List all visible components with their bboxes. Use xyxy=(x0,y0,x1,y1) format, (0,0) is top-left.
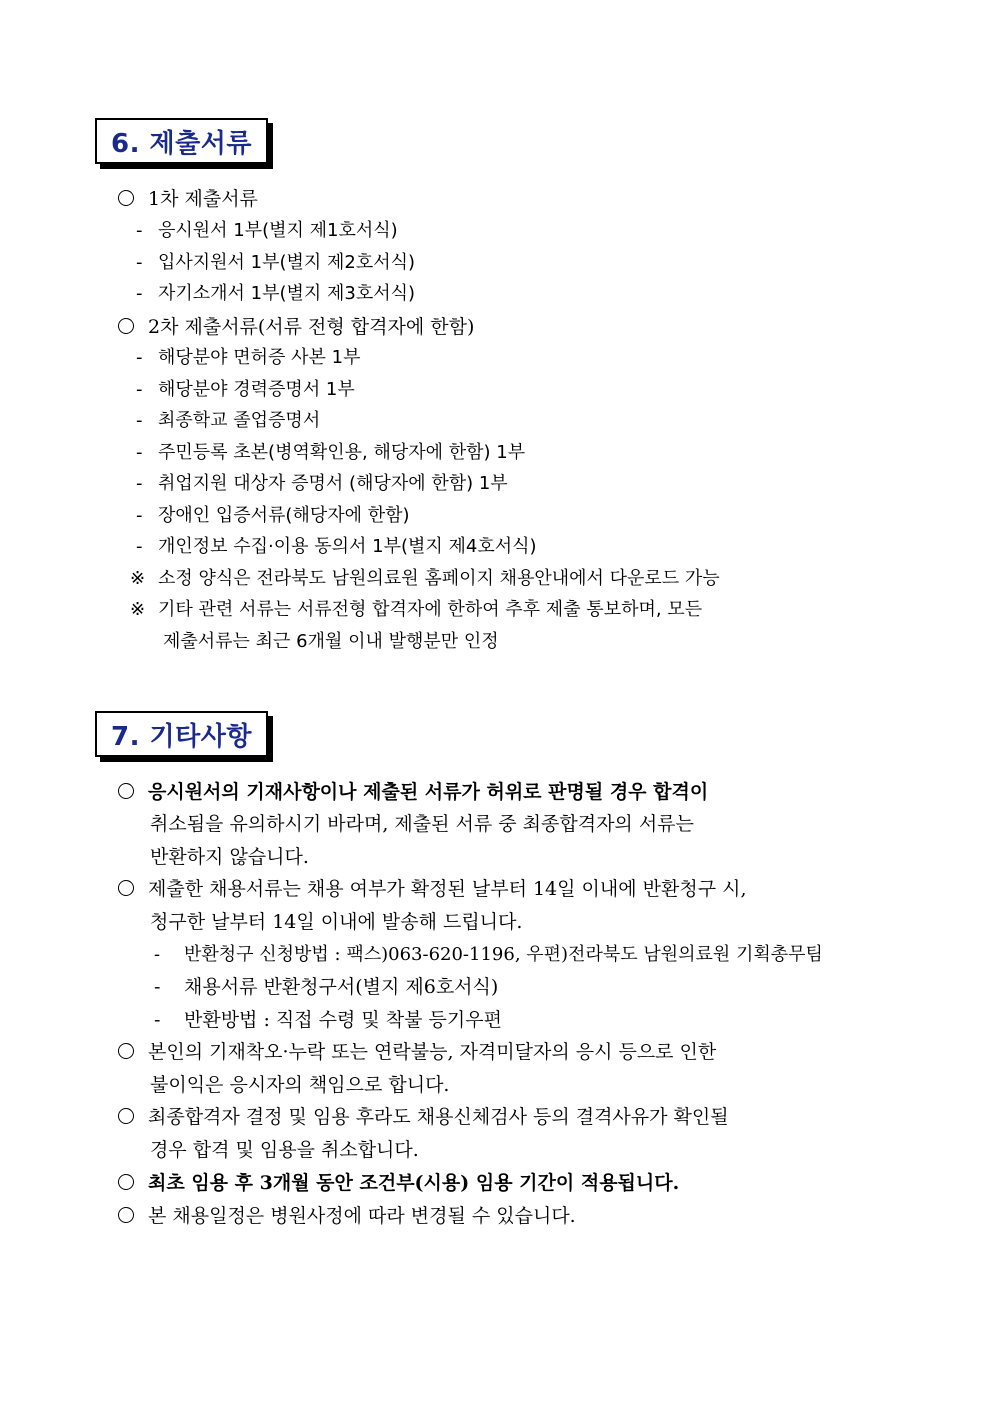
circle-bullet-icon xyxy=(118,318,134,334)
paragraph-5: 최초 임용 후 3개월 동안 조건부(시용) 임용 기간이 적용됩니다. xyxy=(118,1169,679,1197)
list-item: - 자기소개서 1부(별지 제3호서식) xyxy=(136,283,416,304)
list-item: - 해당분야 경력증명서 1부 xyxy=(136,379,355,400)
circle-bullet-icon xyxy=(118,1207,134,1223)
reference-mark: ※ xyxy=(130,599,146,620)
paragraph-2: 제출한 채용서류는 채용 여부가 확정된 날부터 14일 이내에 반환청구 시, xyxy=(118,875,747,903)
list-item: - 개인정보 수집·이용 동의서 1부(별지 제4호서식) xyxy=(136,536,537,557)
paragraph-4-line-2: 경우 합격 및 임용을 취소합니다. xyxy=(150,1139,419,1161)
circle-bullet-icon xyxy=(118,880,134,896)
paragraph-3-line-2: 불이익은 응시자의 책임으로 합니다. xyxy=(150,1074,450,1096)
paragraph-1-line-2: 취소됨을 유의하시기 바라며, 제출된 서류 중 최종합격자의 서류는 xyxy=(150,813,694,835)
list-item: - 응시원서 1부(별지 제1호서식) xyxy=(136,220,398,241)
list-item: - 채용서류 반환청구서(별지 제6호서식) xyxy=(154,976,499,998)
circle-bullet-icon xyxy=(118,1108,134,1124)
list-item: - 최종학교 졸업증명서 xyxy=(136,410,321,431)
note-1: ※ 소정 양식은 전라북도 남원의료원 홈페이지 채용안내에서 다운로드 가능 xyxy=(130,565,720,593)
first-submission-item: 1차 제출서류 xyxy=(118,185,258,213)
list-item: - 주민등록 초본(병역확인용, 해당자에 한함) 1부 xyxy=(136,442,526,463)
list-item: - 반환청구 신청방법 : 팩스)063-620-1196, 우편)전라북도 남원의료원 기획총무팀 xyxy=(154,944,823,965)
paragraph-2-line-2: 청구한 날부터 14일 이내에 발송해 드립니다. xyxy=(150,911,523,933)
second-submission-item: 2차 제출서류(서류 전형 합격자에 한함) xyxy=(118,313,474,341)
section7-heading: 7. 기타사항 xyxy=(95,711,268,757)
section6-heading: 6. 제출서류 xyxy=(95,118,268,164)
list-item: - 입사지원서 1부(별지 제2호서식) xyxy=(136,252,416,273)
list-item: - 취업지원 대상자 증명서 (해당자에 한함) 1부 xyxy=(136,473,508,494)
list-item: - 반환방법 : 직접 수령 및 착불 등기우편 xyxy=(154,1009,502,1031)
circle-bullet-icon xyxy=(118,190,134,206)
reference-mark: ※ xyxy=(130,568,146,589)
circle-bullet-icon xyxy=(118,1043,134,1059)
note-2-continued: 제출서류는 최근 6개월 이내 발행분만 인정 xyxy=(163,631,499,652)
list-item: - 해당분야 면허증 사본 1부 xyxy=(136,347,361,368)
circle-bullet-icon xyxy=(118,783,134,799)
paragraph-4: 최종합격자 결정 및 임용 후라도 채용신체검사 등의 결격사유가 확인될 xyxy=(118,1103,729,1131)
circle-bullet-icon xyxy=(118,1174,134,1190)
paragraph-1: 응시원서의 기재사항이나 제출된 서류가 허위로 판명될 경우 합격이 xyxy=(118,778,708,806)
list-item: - 장애인 입증서류(해당자에 한함) xyxy=(136,505,410,526)
paragraph-3: 본인의 기재착오·누락 또는 연락불능, 자격미달자의 응시 등으로 인한 xyxy=(118,1038,716,1066)
note-2: ※ 기타 관련 서류는 서류전형 합격자에 한하여 추후 제출 통보하며, 모든 xyxy=(130,596,702,624)
paragraph-6: 본 채용일정은 병원사정에 따라 변경될 수 있습니다. xyxy=(118,1202,576,1230)
paragraph-1-line-3: 반환하지 않습니다. xyxy=(150,846,309,868)
